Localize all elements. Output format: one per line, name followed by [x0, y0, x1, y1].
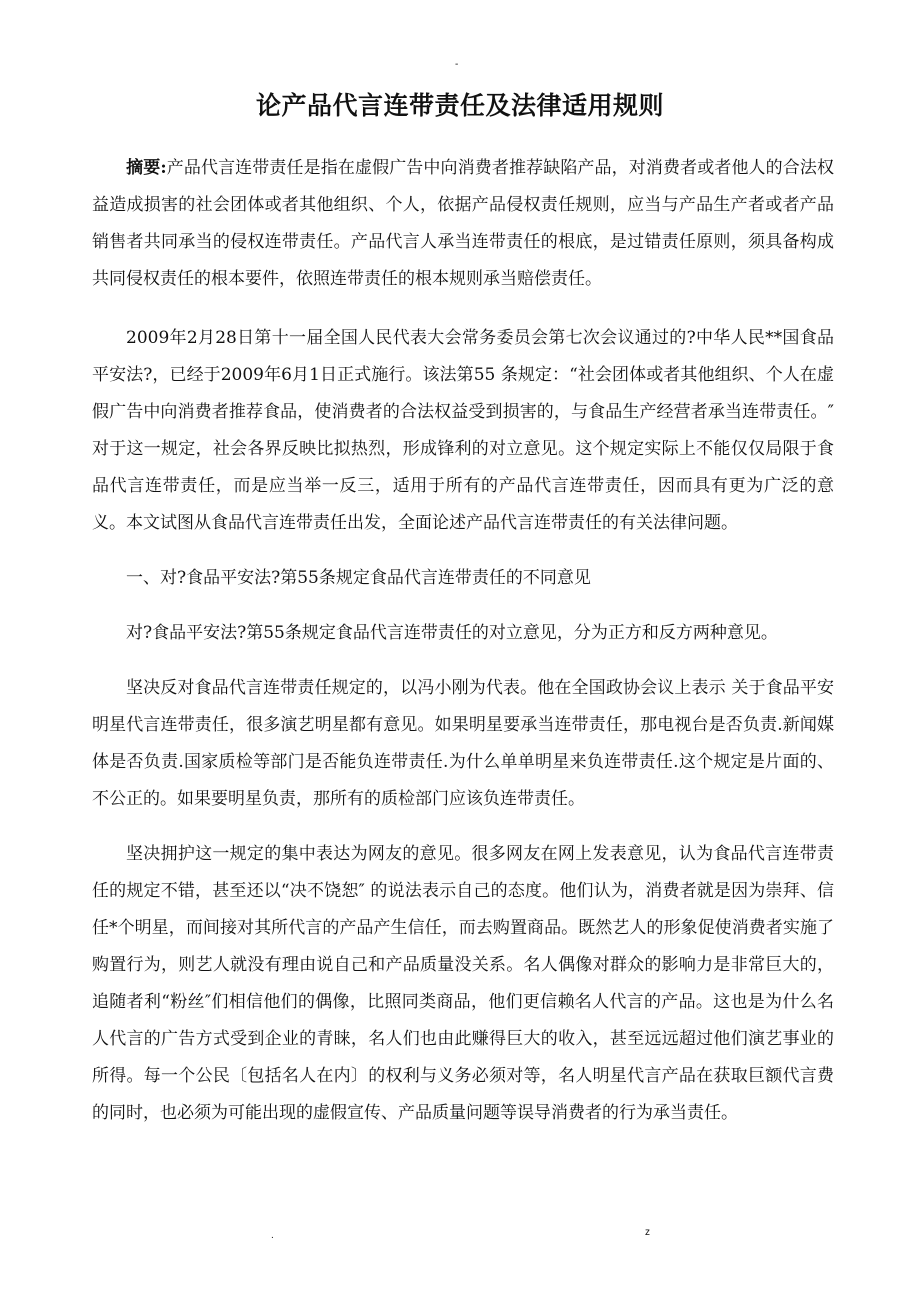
abstract-paragraph — [92, 150, 834, 298]
footer-left-mark: . — [271, 1230, 274, 1241]
paragraph-support: 坚决拥护这一规定的集中表达为网友的意见。很多网友在网上发表意见，认为食品代言连带责任的规定不错，甚至还以“决不饶恕″ 的说法表示自己的态度。他们认为，消费者就是因为崇拜、信任*个明星，而间接对其所代言的产品产生信任，而去购置商品。既然艺人的形象促使消费者实施了购置行为，则艺人就没有理由说自己和产品质量没关系。名人偶像对群众的影响力是非常巨大的，追随者利“粉丝″们相信他们的偶像，比照同类商品，他们更信赖名人代言的产品。这也是为什么名人代言的广告方式受到企业的青睐，名人们也由此赚得巨大的收入，甚至远远超过他们演艺事业的所得。每一个公民〔包括名人在内〕的权利与义务必须对等，名人明星代言产品在获取巨额代言费的同时，也必须为可能出现的虚假宣传、产品质量问题等误导消费者的行为承当责任。 — [92, 844, 834, 1123]
document-title: 论产品代言连带责任及法律适用规则 — [255, 91, 664, 120]
header-mark: - — [455, 59, 459, 70]
footer-right-mark: z — [645, 1227, 650, 1238]
abstract-label: 摘要: — [126, 158, 167, 178]
paragraph-opposition: 坚决反对食品代言连带责任规定的，以冯小刚为代表。他在全国政协会议上表示 关于食品平安明星代言连带责任，很多演艺明星都有意见。如果明星要承当连带责任，那电视台是否负责.新闻媒体是否负责.国家质检等部门是否能负连带责任.为什么单单明星来负连带责任.这个规定是片面的、不公正的。如果要明星负责，那所有的质检部门应该负连带责任。 — [92, 678, 834, 809]
paragraph-intro: 2009年2月28日第十一届全国人民代表大会常务委员会第七次会议通过的?中华人民**国食品平安法?，已经于2009年6月1日正式施行。该法第55 条规定：“社会团体或者其他组织、个人在虚假广告中向消费者推荐食品，使消费者的合法权益受到损害的，与食品生产经营者承当连带责任。″ 对于这一规定，社会各界反映比拟热烈，形成锋利的对立意见。这个规定实际上不能仅仅局限于食品代言连带责任，而是应当举一反三，适用于所有的产品代言连带责任，因而具有更为广泛的意义。本文试图从食品代言连带责任出发，全面论述产品代言连带责任的有关法律问题。 — [92, 328, 834, 533]
section-heading-1: 一、对?食品平安法?第55条规定食品代言连带责任的不同意见 — [126, 568, 591, 588]
abstract-text: 产品代言连带责任是指在虚假广告中向消费者推荐缺陷产品，对消费者或者他人的合法权益造成损害的社会团体或者其他组织、个人，依据产品侵权责任规则，应当与产品生产者或者产品销售者共同承当的侵权连带责任。产品代言人承当连带责任的根底，是过错责任原则，须具备构成共同侵权责任的根本要件，依照连带责任的根本规则承当赔偿责任。 — [92, 158, 835, 289]
document-body — [92, 150, 834, 1132]
paragraph-opinions: 对?食品平安法?第55条规定食品代言连带责任的对立意见，分为正方和反方两种意见。 — [126, 623, 778, 643]
